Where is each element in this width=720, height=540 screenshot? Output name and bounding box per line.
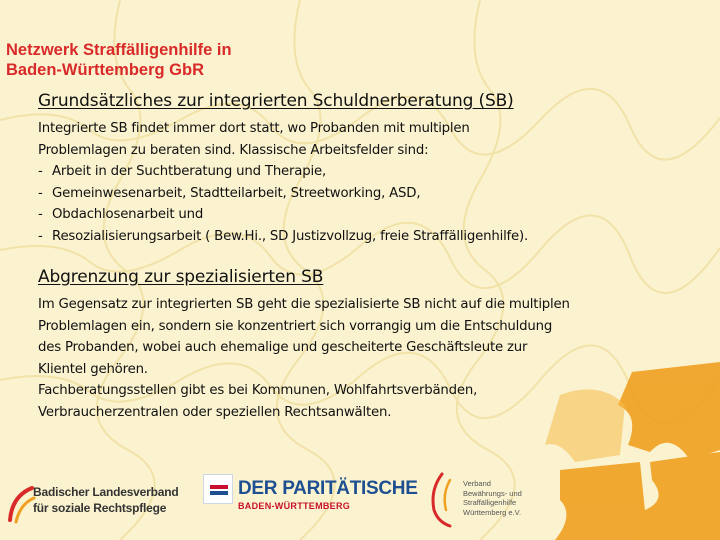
bls-logo: [33, 484, 178, 516]
section2-line: Fachberatungsstellen gibt es bei Kommunen, Wohlfahrtsverbänden,: [38, 383, 478, 398]
footer-logos: [0, 466, 720, 540]
paritaet-logo-sub: BADEN-WÜRTTEMBERG: [238, 501, 351, 511]
section2-line: Problemlagen ein, sondern sie konzentriert sich vorrangig um die Entschuldung: [38, 318, 553, 334]
list-item-text: Arbeit in der Suchtberatung und Therapie,: [52, 164, 326, 179]
vb-logo-line: Straffälligenhilfe: [463, 498, 517, 507]
section2-line: Verbraucherzentralen oder speziellen Rechtsanwälten.: [38, 404, 392, 420]
vb-logo-line: Bewährungs- und: [463, 488, 522, 498]
bls-logo-line1: Badischer Landesverband: [33, 485, 179, 499]
vb-logo-icon: [428, 470, 462, 530]
organization-title-line2: Baden-Württemberg GbR: [6, 61, 204, 79]
bls-logo-line2: für soziale Rechtspflege: [33, 501, 167, 515]
slide-content: [38, 90, 698, 423]
list-item: - Arbeit in der Suchtberatung und Therapie,: [38, 164, 326, 179]
list-item-text: Gemeinwesenarbeit, Stadtteilarbeit, Streetworking, ASD,: [52, 185, 421, 201]
list-item-text: Obdachlosenarbeit und: [52, 207, 204, 222]
section1-intro-line: Integrierte SB findet immer dort statt, wo Probanden mit multiplen: [38, 121, 470, 136]
section2-heading: Abgrenzung zur spezialisierten SB: [38, 267, 324, 287]
paritaet-logo-icon: [203, 474, 233, 504]
section2-line: Im Gegensatz zur integrierten SB geht die spezialisierte SB nicht auf die multiplen: [38, 297, 570, 312]
list-item-text: Resozialisierungsarbeit ( Bew.Hi., SD Justizvollzug, freie Straffälligenhilfe).: [52, 228, 529, 244]
vb-logo-line: Verband: [463, 479, 491, 488]
vb-logo-line: Württemberg e.V.: [463, 507, 522, 517]
swoosh-logo-icon: [6, 484, 36, 524]
section1-intro-line: Problemlagen zu beraten sind. Klassische Arbeitsfelder sind:: [38, 142, 429, 158]
section2-line: des Probanden, wobei auch ehemalige und gescheiterte Geschäftsleute zur: [38, 340, 528, 355]
section1-heading: Grundsätzliches zur integrierten Schuldnerberatung (SB): [38, 91, 514, 111]
list-item: - Gemeinwesenarbeit, Stadtteilarbeit, Streetworking, ASD,: [38, 185, 421, 201]
list-item: - Resozialisierungsarbeit ( Bew.Hi., SD Justizvollzug, freie Straffälligenhilfe).: [38, 228, 529, 244]
organization-title-line1: Netzwerk Straffälligenhilfe in: [6, 41, 232, 59]
section1-intro: [38, 118, 698, 161]
paritaet-logo-name: DER PARITÄTISCHE: [238, 478, 418, 499]
list-item: - Obdachlosenarbeit und: [38, 207, 204, 222]
organization-title: [6, 40, 232, 80]
section2-body: [38, 294, 698, 423]
vb-logo-text: [463, 479, 522, 517]
section2-line: Klientel gehören.: [38, 361, 148, 377]
section1-list: [38, 161, 698, 247]
